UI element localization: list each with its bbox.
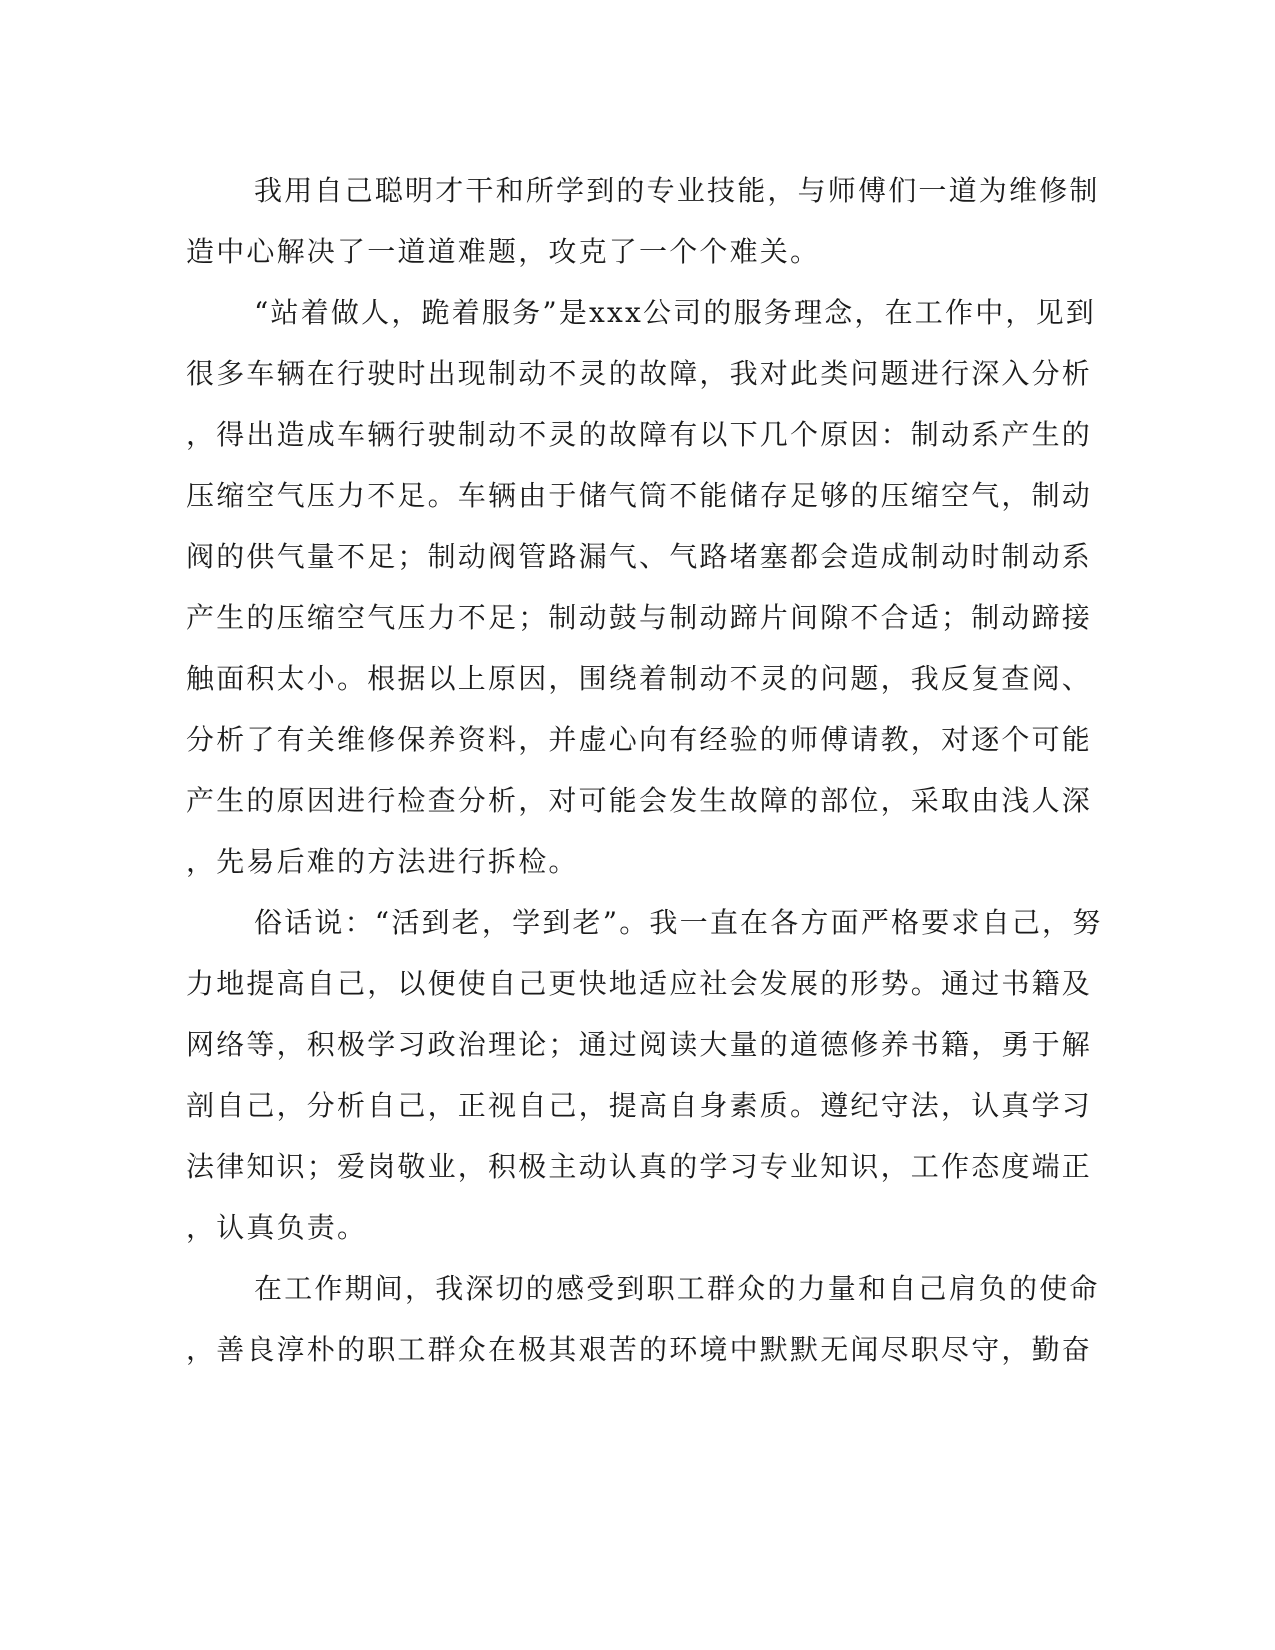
text-line: 在工作期间，我深切的感受到职工群众的力量和自己肩负的使命 (254, 1272, 1100, 1305)
text-line: 产生的原因进行检查分析，对可能会发生故障的部位，采取由浅人深 (186, 784, 1093, 817)
text-line: 我用自己聪明才干和所学到的专业技能，与师傅们一道为维修制 (254, 174, 1100, 207)
paragraph-1 (186, 160, 1100, 282)
text-line: 压缩空气压力不足。车辆由于储气筒不能储存足够的压缩空气，制动 (186, 479, 1093, 512)
text-line: 分析了有关维修保养资料，并虚心向有经验的师傅请教，对逐个可能 (186, 723, 1093, 756)
text-line: 触面积太小。根据以上原因，围绕着制动不灵的问题，我反复查阅、 (186, 662, 1093, 695)
paragraph-3 (186, 892, 1103, 1258)
text-line: ，认真负责。 (186, 1211, 368, 1244)
text-line: 很多车辆在行驶时出现制动不灵的故障，我对此类问题进行深入分析 (186, 357, 1093, 390)
paragraph-4 (186, 1258, 1100, 1380)
text-line: 俗话说：“活到老，学到老”。我一直在各方面严格要求自己，努 (254, 906, 1103, 939)
text-line: 法律知识；爱岗敬业，积极主动认真的学习专业知识，工作态度端正 (186, 1150, 1093, 1183)
text-line: 产生的压缩空气压力不足；制动鼓与制动蹄片间隙不合适；制动蹄接 (186, 601, 1093, 634)
text-line: 网络等，积极学习政治理论；通过阅读大量的道德修养书籍，勇于解 (186, 1028, 1093, 1061)
text-line: ，得出造成车辆行驶制动不灵的故障有以下几个原因：制动系产生的 (186, 418, 1093, 451)
text-line: ，善良淳朴的职工群众在极其艰苦的环境中默默无闻尽职尽守，勤奋 (186, 1333, 1093, 1366)
text-line: ，先易后难的方法进行拆检。 (186, 845, 579, 878)
text-line: “站着做人，跪着服务”是xxx公司的服务理念，在工作中，见到 (254, 296, 1097, 329)
text-line: 力地提高自己，以便使自己更快地适应社会发展的形势。通过书籍及 (186, 967, 1093, 1000)
text-line: 剖自己，分析自己，正视自己，提高自身素质。遵纪守法，认真学习 (186, 1089, 1093, 1122)
text-line: 造中心解决了一道道难题，攻克了一个个难关。 (186, 235, 821, 268)
text-line: 阀的供气量不足；制动阀管路漏气、气路堵塞都会造成制动时制动系 (186, 540, 1093, 573)
body-text (186, 160, 1103, 1380)
paragraph-2 (186, 282, 1097, 892)
